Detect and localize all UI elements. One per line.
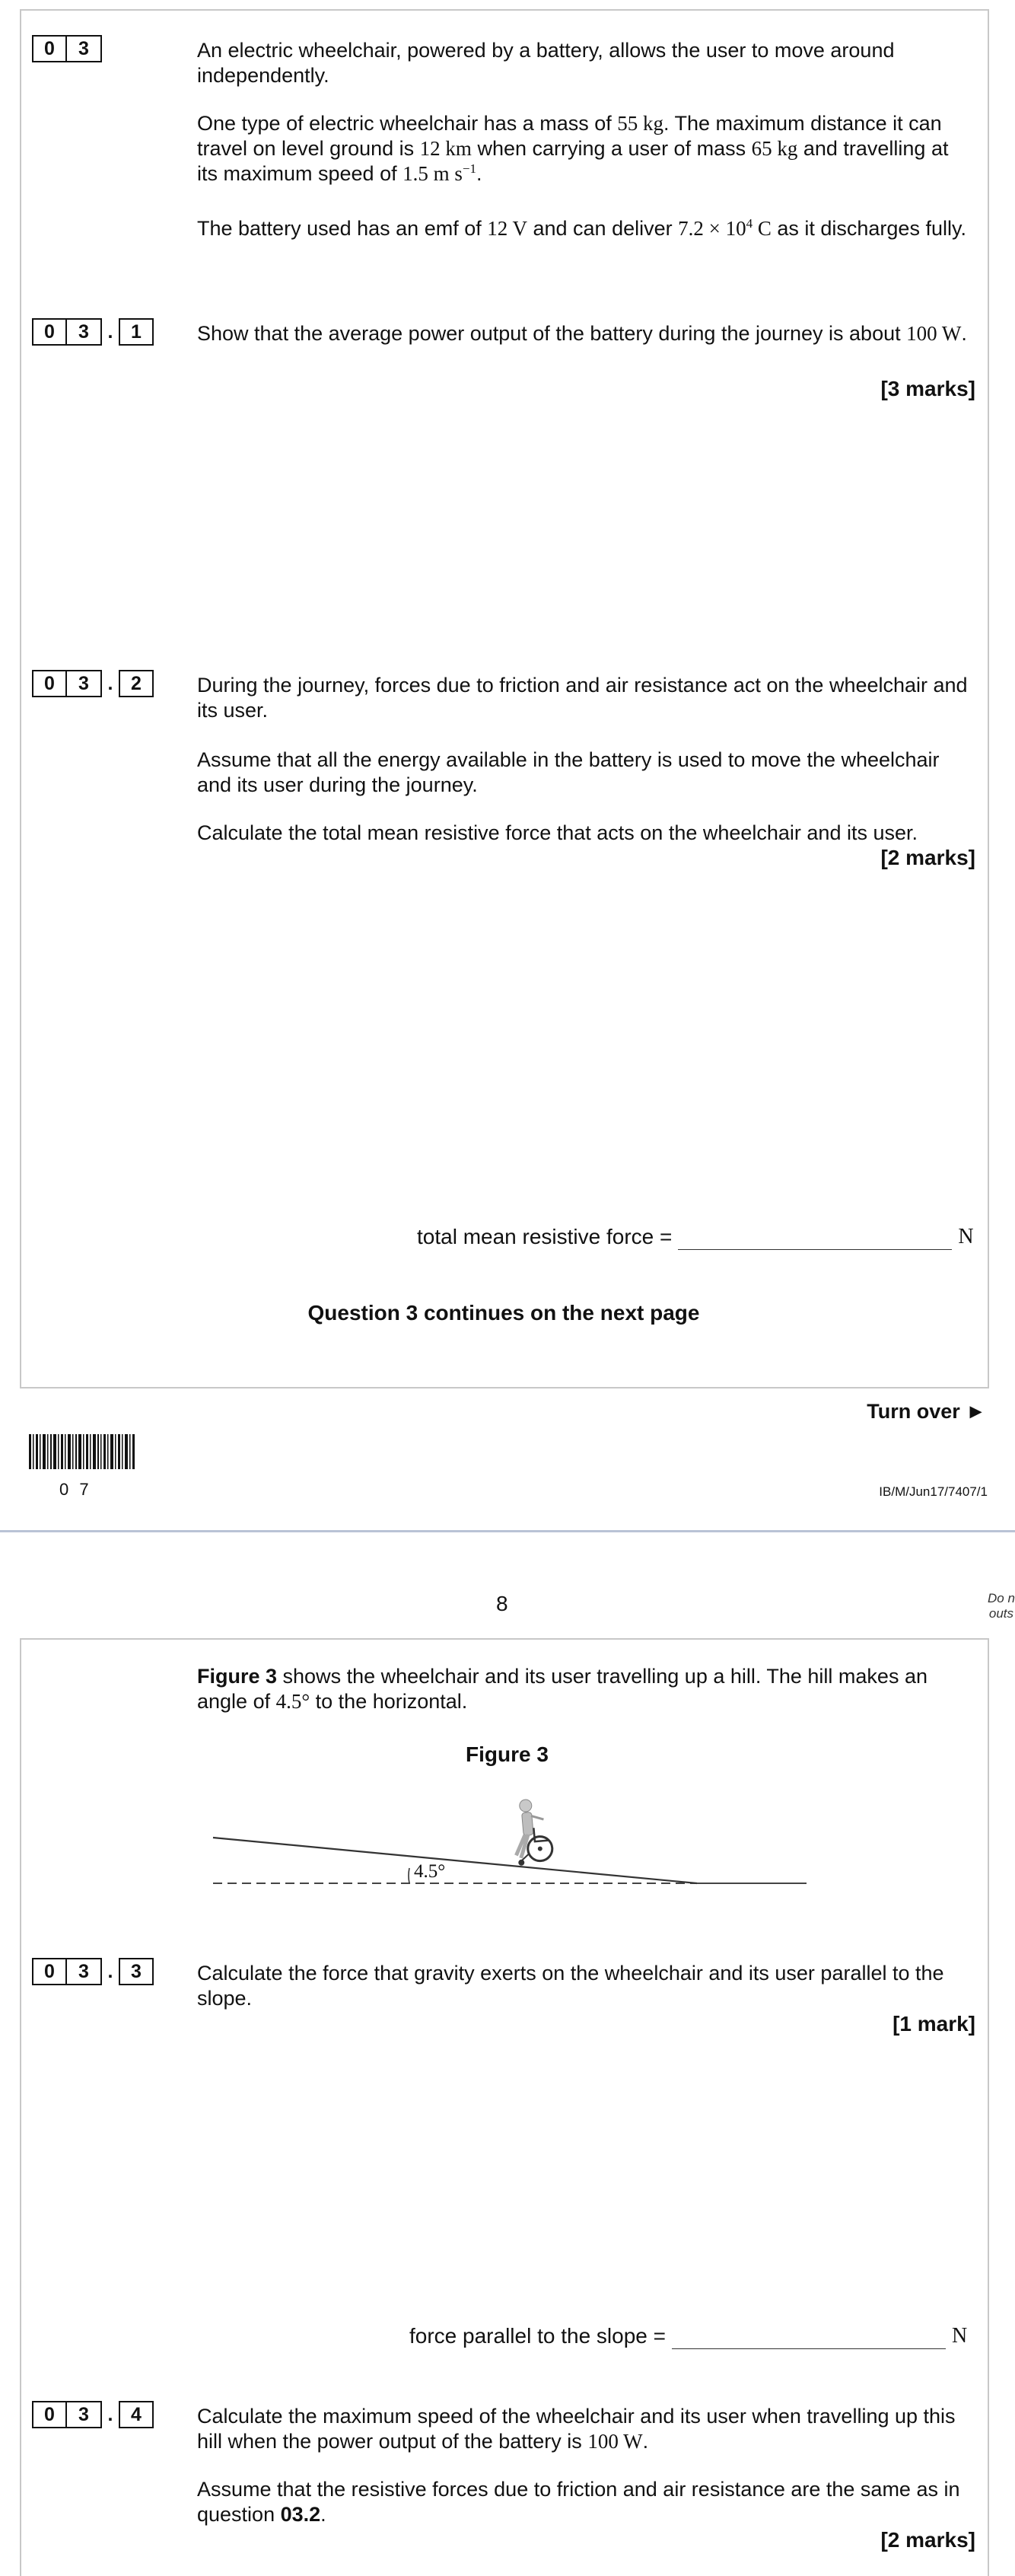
continues-note: Question 3 continues on the next page <box>307 1301 700 1325</box>
qnum-digit: 4 <box>119 2401 154 2428</box>
figure-intro <box>197 1664 973 1714</box>
qnum-digit: 3 <box>67 1958 102 1985</box>
value-distance: 12 km <box>419 136 472 160</box>
qnum-dot: . <box>107 672 113 694</box>
text: to the horizontal. <box>310 1689 468 1713</box>
question-03-1-text <box>197 321 973 346</box>
wheelchair-specs-paragraph <box>197 111 973 187</box>
qnum-digit: 0 <box>32 1958 67 1985</box>
unit: C <box>752 217 772 240</box>
answer-unit: N <box>951 2324 968 2348</box>
question-number-03-4 <box>32 2401 154 2428</box>
text: Assume that the resistive forces due to friction and air resistance are the same as in question <box>197 2478 960 2526</box>
qnum-digit: 0 <box>32 670 67 697</box>
qnum-digit: 2 <box>119 670 154 697</box>
qnum-digit: 3 <box>67 35 102 62</box>
text: Calculate the maximum speed of the wheelchair and its user when travelling up this hill when the power output of the battery is <box>197 2405 956 2453</box>
qnum-digit: 3 <box>67 2401 102 2428</box>
text: Show that the average power output of the battery during the journey is about <box>197 322 907 345</box>
figure-angle-label: 4.5° <box>414 1861 446 1882</box>
text: . The maximum distance it can travel on level ground is <box>197 112 942 160</box>
text: . <box>642 2429 649 2453</box>
value-angle: 4.5° <box>275 1689 310 1713</box>
answer-input-line[interactable] <box>678 1228 952 1250</box>
qnum-digit: 0 <box>32 318 67 346</box>
value-emf: 12 V <box>487 217 527 240</box>
question-03-2-p1: During the journey, forces due to friction and air resistance act on the wheelchair and its user. <box>197 674 968 722</box>
text: shows the wheelchair and its user travelling up a hill. The hill makes an angle of <box>197 1665 928 1713</box>
turn-over: Turn over ► <box>867 1400 986 1423</box>
page-divider <box>0 1530 1015 1532</box>
answer-line-force-parallel <box>409 2323 967 2349</box>
question-03-4-p2 <box>197 2477 973 2527</box>
barcode-icon <box>29 1434 137 1483</box>
intro-text: An electric wheelchair, powered by a battery, allows the user to move around independently. <box>197 39 895 87</box>
qnum-digit: 0 <box>32 2401 67 2428</box>
text: The battery used has an emf of <box>197 217 488 240</box>
question-number-03 <box>32 35 102 62</box>
exponent: −1 <box>462 161 476 176</box>
qnum-digit: 3 <box>67 670 102 697</box>
question-number-03-2 <box>32 670 154 697</box>
text: and travelling at its maximum speed of <box>197 136 949 185</box>
question-03-3-text: Calculate the force that gravity exerts on the wheelchair and its user parallel to the slope. <box>197 1962 944 2010</box>
question-ref: 03.2 <box>280 2502 321 2526</box>
exponent: 4 <box>746 216 753 231</box>
answer-line-resistive-force <box>417 1224 974 1250</box>
figure-title: Figure 3 <box>466 1742 549 1766</box>
figure-ref: Figure 3 <box>197 1665 278 1688</box>
answer-input-line[interactable] <box>672 2327 946 2349</box>
text: . <box>961 322 967 345</box>
value-charge: 7.2 × 10 <box>678 217 746 240</box>
qnum-digit: 1 <box>119 318 154 346</box>
barcode-digits: 0 7 <box>59 1480 92 1499</box>
marks-03-3: [1 mark] <box>892 2012 975 2036</box>
value-user-mass: 65 kg <box>751 136 798 160</box>
slope-line <box>213 1838 697 1883</box>
margin-note-line: Do n <box>988 1591 1015 1605</box>
value-speed: 1.5 m s <box>402 161 463 185</box>
marks-03-1: [3 marks] <box>880 377 975 400</box>
marks-03-4: [2 marks] <box>880 2528 975 2552</box>
paper-code: IB/M/Jun17/7407/1 <box>879 1484 988 1499</box>
margin-note-line: outs <box>988 1605 1014 1621</box>
intro-paragraph <box>197 38 973 88</box>
question-03-2-p3: Calculate the total mean resistive force that acts on the wheelchair and its user. <box>197 821 918 844</box>
question-number-03-3 <box>32 1958 154 1985</box>
qnum-digit: 0 <box>32 35 67 62</box>
qnum-digit: 3 <box>67 318 102 346</box>
answer-unit: N <box>958 1225 974 1248</box>
marks-03-2: [2 marks] <box>880 846 975 869</box>
battery-specs-paragraph <box>197 216 973 241</box>
answer-label: force parallel to the slope = <box>409 2324 666 2348</box>
value-mass: 55 kg <box>617 112 664 135</box>
text: . <box>320 2502 326 2526</box>
text: One type of electric wheelchair has a mass of <box>197 112 618 135</box>
text: as it discharges fully. <box>771 217 966 240</box>
page-number: 8 <box>496 1592 508 1615</box>
question-03-4-p1 <box>197 2404 973 2454</box>
question-number-03-1 <box>32 318 154 346</box>
answer-label: total mean resistive force = <box>417 1225 673 1248</box>
question-03-2-p2: Assume that all the energy available in the battery is used to move the wheelchair and its user during the journey. <box>197 748 940 796</box>
value-power: 100 W <box>587 2429 643 2453</box>
margin-note <box>988 1591 1015 1621</box>
value-power: 100 W <box>906 322 962 345</box>
qnum-dot: . <box>107 320 113 343</box>
text: and can deliver <box>527 217 679 240</box>
text: when carrying a user of mass <box>471 136 752 160</box>
wheelchair-icon <box>511 1797 553 1866</box>
hill-diagram <box>210 1789 811 1895</box>
qnum-digit: 3 <box>119 1958 154 1985</box>
qnum-dot: . <box>107 1960 113 1982</box>
qnum-dot: . <box>107 2403 113 2425</box>
text: . <box>476 161 482 185</box>
